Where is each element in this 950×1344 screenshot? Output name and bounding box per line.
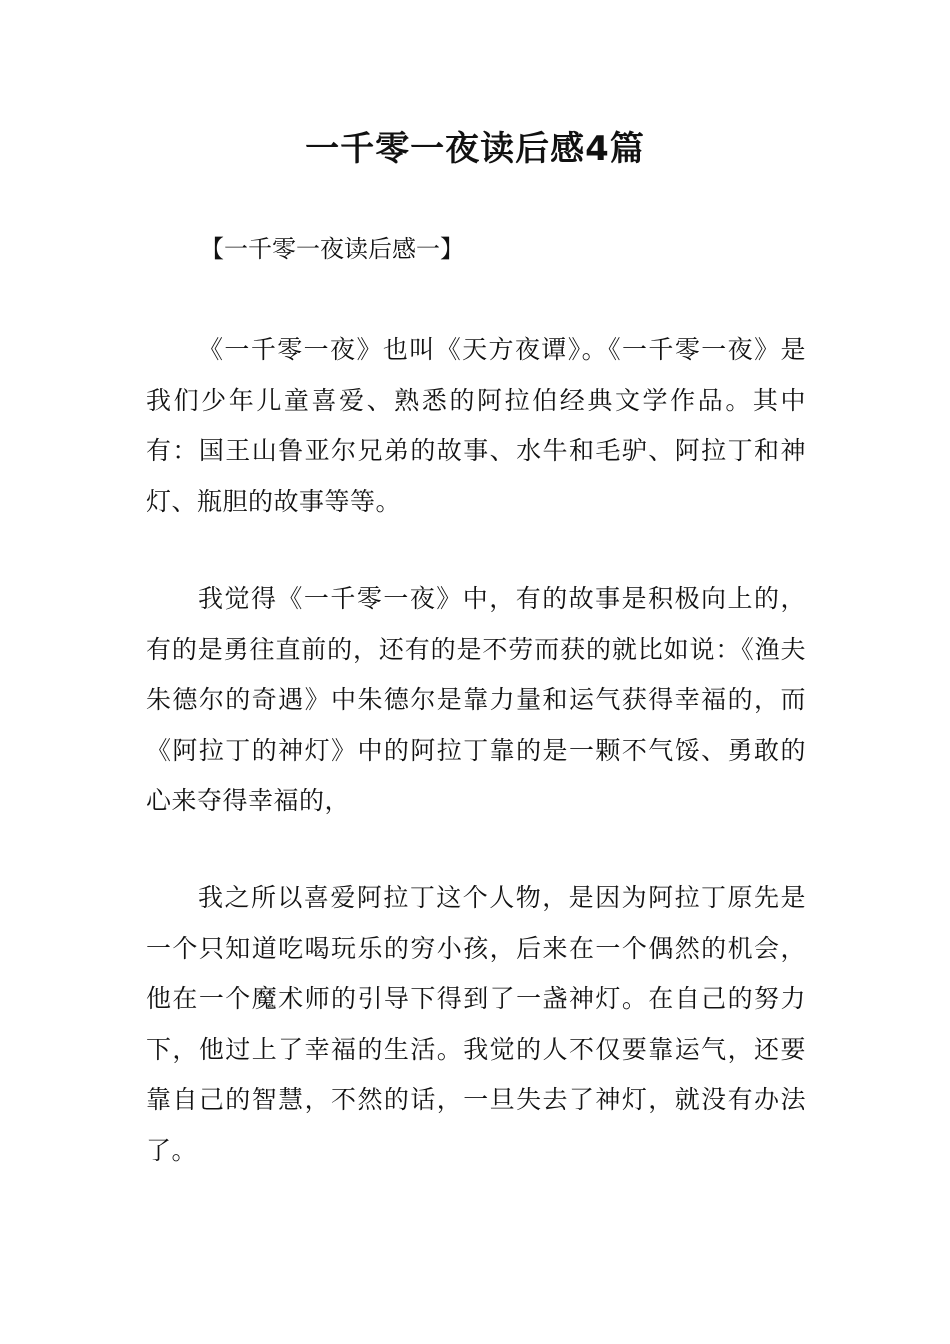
paragraph-2: 我觉得《一千零一夜》中，有的故事是积极向上的，有的是勇往直前的，还有的是不劳而获的就比如说：《渔夫朱德尔的奇遇》中朱德尔是靠力量和运气获得幸福的，而《阿拉丁的神灯》中的阿拉丁靠的是一颗不气馁、勇敢的心来夺得幸福的， [146, 584, 806, 815]
paragraph-3: 我之所以喜爱阿拉丁这个人物，是因为阿拉丁原先是一个只知道吃喝玩乐的穷小孩，后来在一个偶然的机会，他在一个魔术师的引导下得到了一盏神灯。在自己的努力下，他过上了幸福的生活。我觉的人不仅要靠运气，还要靠自己的智慧，不然的话，一旦失去了神灯，就没有办法了。 [146, 883, 806, 1165]
paragraph-1: 《一千零一夜》也叫《天方夜谭》。《一千零一夜》是我们少年儿童喜爱、熟悉的阿拉伯经典文学作品。其中有：国王山鲁亚尔兄弟的故事、水牛和毛驴、阿拉丁和神灯、瓶胆的故事等等。 [146, 335, 806, 516]
page-title: 一千零一夜读后感4篇 [305, 129, 645, 169]
section-heading: 【一千零一夜读后感一】 [200, 235, 464, 263]
